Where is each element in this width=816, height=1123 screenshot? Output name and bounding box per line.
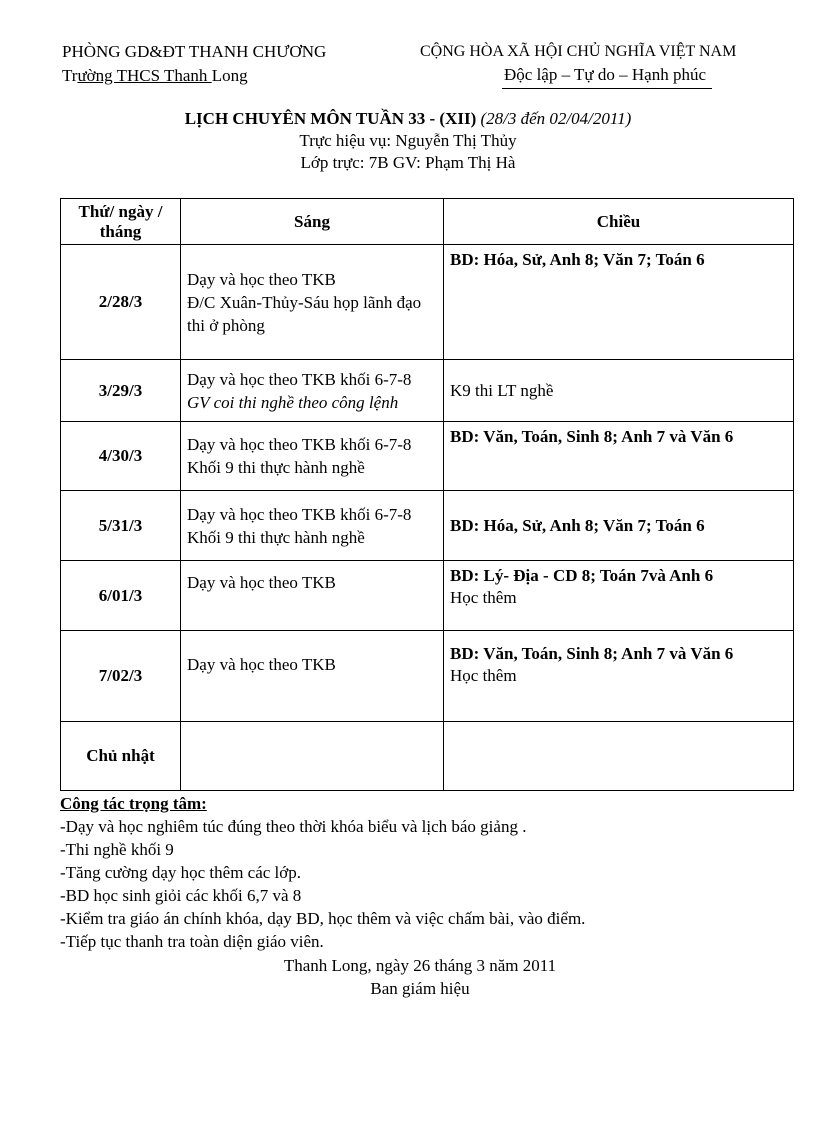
table-row [61, 422, 794, 491]
morning-cell: Dạy và học theo TKB khối 6-7-8 Khối 9 thi thực hành nghề [181, 422, 444, 491]
focus-item: -BD học sinh giỏi các khối 6,7 và 8 [60, 886, 302, 905]
table-header-row [61, 199, 794, 245]
table-row [61, 722, 794, 791]
afternoon-cell: BD: Hóa, Sử, Anh 8; Văn 7; Toán 6 [444, 245, 794, 360]
header-right [420, 40, 737, 84]
morning-cell: Dạy và học theo TKB khối 6-7-8 GV coi thi nghề theo công lệnh [181, 360, 444, 422]
motto-underline [502, 88, 712, 89]
table-row [61, 491, 794, 561]
schedule-table [60, 198, 794, 791]
afternoon-cell: BD: Văn, Toán, Sinh 8; Anh 7 và Văn 6 Học thêm [444, 631, 794, 722]
table-row [61, 245, 794, 360]
focus-item: -Dạy và học nghiêm túc đúng theo thời khóa biểu và lịch báo giảng . [60, 817, 527, 836]
morning-cell [181, 722, 444, 791]
afternoon-cell: K9 thi LT nghề [444, 360, 794, 422]
focus-title: Công tác trọng tâm: [60, 794, 207, 813]
focus-section [60, 792, 585, 953]
document-title: LỊCH CHUYÊN MÔN TUẦN 33 - (XII) (28/3 đến 02/04/2011) [184, 109, 632, 128]
morning-cell: Dạy và học theo TKB [181, 631, 444, 722]
day-cell: 3/29/3 [61, 360, 181, 422]
day-cell: 7/02/3 [61, 631, 181, 722]
morning-cell: Dạy và học theo TKB Đ/C Xuân-Thủy-Sáu họp lãnh đạo thi ở phòng [181, 245, 444, 360]
afternoon-cell: BD: Văn, Toán, Sinh 8; Anh 7 và Văn 6 [444, 422, 794, 491]
title-block [0, 108, 816, 174]
header-left [62, 40, 326, 88]
day-cell: 2/28/3 [61, 245, 181, 360]
day-cell: 5/31/3 [61, 491, 181, 561]
header-day: Thứ/ ngày / tháng [61, 199, 181, 245]
day-cell: Chủ nhật [61, 722, 181, 791]
focus-item: -Kiểm tra giáo án chính khóa, dạy BD, học thêm và việc chấm bài, vào điểm. [60, 909, 586, 928]
morning-cell: Dạy và học theo TKB khối 6-7-8 Khối 9 thi thực hành nghề [181, 491, 444, 561]
table-row [61, 360, 794, 422]
afternoon-cell: BD: Hóa, Sử, Anh 8; Văn 7; Toán 6 [444, 491, 794, 561]
place-date: Thanh Long, ngày 26 tháng 3 năm 2011 [283, 956, 557, 975]
afternoon-cell [444, 722, 794, 791]
focus-item: -Thi nghề khối 9 [60, 840, 174, 859]
title-dates: (28/3 đến 02/04/2011) [480, 109, 632, 128]
department-name: PHÒNG GD&ĐT THANH CHƯƠNG [62, 42, 327, 61]
country-name: CỘNG HÒA XÃ HỘI CHỦ NGHĨA VIỆT NAM [420, 43, 737, 60]
focus-item: -Tiếp tục thanh tra toàn diện giáo viên. [60, 932, 324, 951]
table-row [61, 561, 794, 631]
duty-officer: Trực hiệu vụ: Nguyễn Thị Thủy [299, 131, 517, 150]
day-cell: 4/30/3 [61, 422, 181, 491]
school-name: Trường THCS Thanh Long [62, 66, 248, 85]
signature-block [0, 954, 816, 1000]
focus-item: -Tăng cường dạy học thêm các lớp. [60, 863, 302, 882]
class-on-duty: Lớp trực: 7B GV: Phạm Thị Hà [300, 153, 516, 172]
header-afternoon: Chiều [444, 199, 794, 245]
afternoon-cell: BD: Lý- Địa - CD 8; Toán 7và Anh 6 Học thêm [444, 561, 794, 631]
header-morning: Sáng [181, 199, 444, 245]
signer: Ban giám hiệu [370, 979, 470, 998]
national-motto: Độc lập – Tự do – Hạnh phúc [504, 65, 706, 84]
morning-cell: Dạy và học theo TKB [181, 561, 444, 631]
day-cell: 6/01/3 [61, 561, 181, 631]
table-row [61, 631, 794, 722]
